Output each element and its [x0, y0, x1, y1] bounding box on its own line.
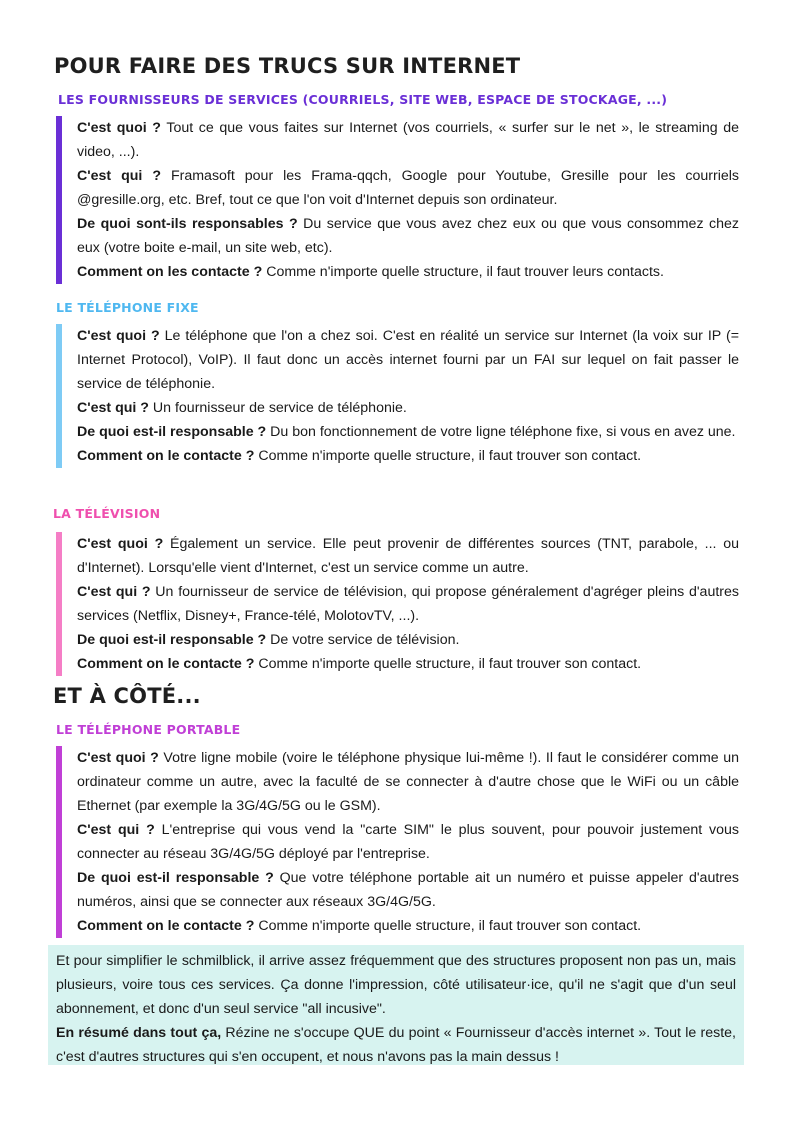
- heading-fixe: LE TÉLÉPHONE FIXE: [56, 300, 199, 315]
- fixe-responsable: De quoi est-il responsable ? Du bon fonctionnement de votre ligne téléphone fixe, si vous en avez une.: [77, 424, 736, 440]
- services-responsable: De quoi sont-ils responsables ? Du service que vous avez chez eux ou que vous consommez chez eux (votre boite e-mail, un site web, etc).: [77, 216, 739, 256]
- title-cote: ET À CÔTÉ...: [53, 684, 201, 708]
- title-internet: POUR FAIRE DES TRUCS SUR INTERNET: [54, 54, 521, 78]
- block-fixe: [56, 324, 739, 468]
- summary-paragraph-1: Et pour simplifier le schmilblick, il arrive assez fréquemment que des structures proposent non pas un, mais plusieurs, voire tous ces services. Ça donne l'impression, côté utilisateur·ice, qu'il ne s'agit que d'un seul abonnement, et donc d'un seul service "all incusive".: [56, 953, 736, 1017]
- portable-quoi: C'est quoi ? Votre ligne mobile (voire le téléphone physique lui-même !). Il faut le considérer comme un ordinateur comme un autre, avec la faculté de se connecter à d'autre chose que le WiFi ou un câble Ethernet (par exemple la 3G/4G/5G ou le GSM).: [77, 750, 739, 814]
- block-portable: [56, 746, 739, 938]
- tv-quoi: C'est quoi ? Également un service. Elle peut provenir de différentes sources (TNT, parabole, ... ou d'Internet). Lorsqu'elle vient d'Internet, c'est un service comme un autre.: [77, 536, 739, 576]
- fixe-qui: C'est qui ? Un fournisseur de service de téléphonie.: [77, 400, 407, 416]
- portable-contact: Comment on le contacte ? Comme n'importe quelle structure, il faut trouver son contact.: [77, 918, 642, 934]
- services-qui: C'est qui ? Framasoft pour les Frama-qqch, Google pour Youtube, Gresille pour les courriels @gresille.org, etc. Bref, tout ce que l'on voit d'Internet depuis son ordinateur.: [77, 168, 739, 208]
- heading-services: LES FOURNISSEURS DE SERVICES (COURRIELS, SITE WEB, ESPACE DE STOCKAGE, ...): [58, 92, 668, 107]
- tv-responsable: De quoi est-il responsable ? De votre service de télévision.: [77, 632, 460, 648]
- fixe-quoi: C'est quoi ? Le téléphone que l'on a chez soi. C'est en réalité un service sur Internet (la voix sur IP (= Internet Protocol), VoIP). Il faut donc un accès internet fourni par un FAI sur lequel on fait passer le service de téléphonie.: [77, 328, 739, 392]
- block-services: [56, 116, 739, 284]
- portable-responsable: De quoi est-il responsable ? Que votre téléphone portable ait un numéro et puisse appeler d'autres numéros, ainsi que se connecter aux réseaux 3G/4G/5G.: [77, 870, 739, 910]
- portable-qui: C'est qui ? L'entreprise qui vous vend la "carte SIM" le plus souvent, pour pouvoir justement vous connecter au réseau 3G/4G/5G déployé par l'entreprise.: [77, 822, 739, 862]
- services-quoi: C'est quoi ? Tout ce que vous faites sur Internet (vos courriels, « surfer sur le net », le streaming de video, ...).: [77, 120, 740, 160]
- tv-qui: C'est qui ? Un fournisseur de service de télévision, qui propose généralement d'agréger pleins d'autres services (Netflix, Disney+, France-télé, MolotovTV, ...).: [77, 584, 739, 624]
- services-contact: Comment on les contacte ? Comme n'importe quelle structure, il faut trouver leurs contacts.: [77, 264, 664, 280]
- block-tv: [56, 532, 739, 676]
- summary-box: [48, 945, 744, 1065]
- tv-contact: Comment on le contacte ? Comme n'importe quelle structure, il faut trouver son contact.: [77, 656, 642, 672]
- heading-tv: LA TÉLÉVISION: [53, 506, 161, 521]
- fixe-contact: Comment on le contacte ? Comme n'importe quelle structure, il faut trouver son contact.: [77, 448, 642, 464]
- heading-portable: LE TÉLÉPHONE PORTABLE: [56, 722, 241, 737]
- summary-paragraph-2: En résumé dans tout ça, Rézine ne s'occupe QUE du point « Fournisseur d'accès internet ». Tout le reste, c'est d'autres structures qui s'en occupent, et nous n'avons pas la main dessus !: [56, 1025, 736, 1065]
